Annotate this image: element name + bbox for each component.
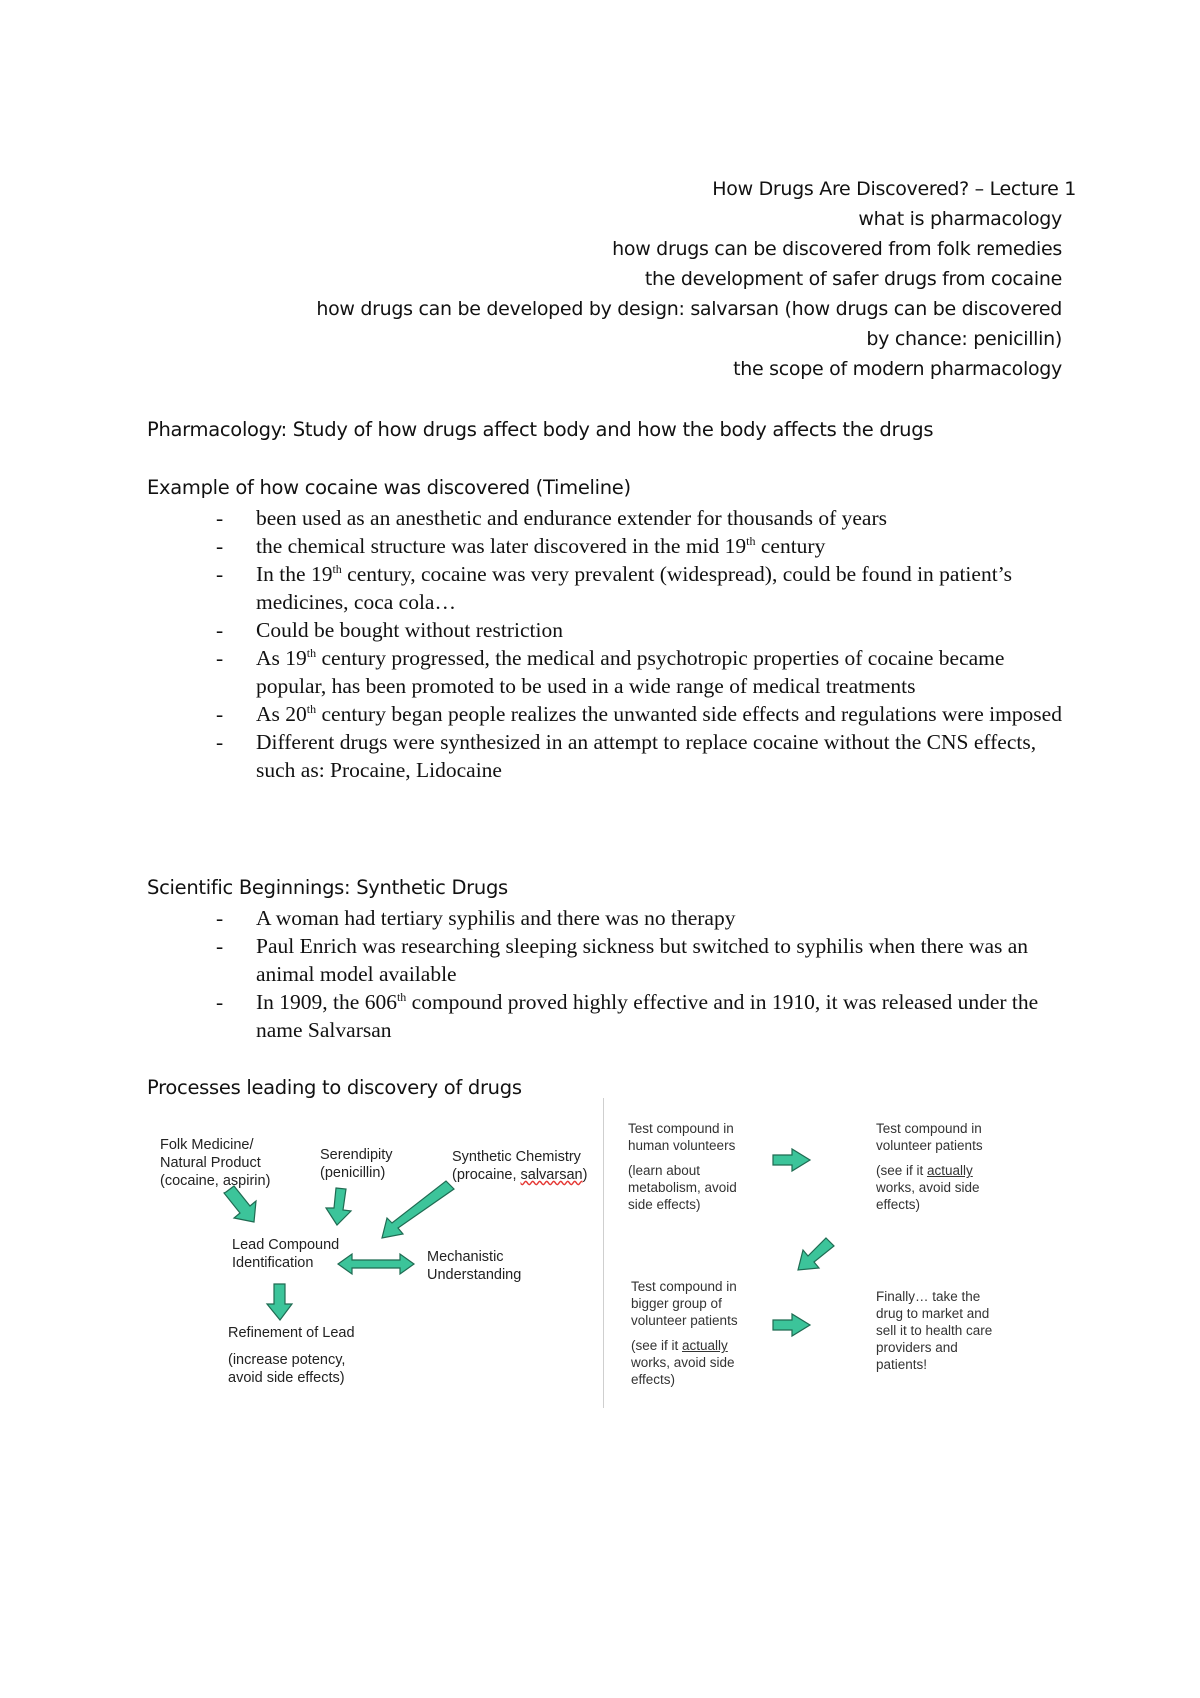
lead-compound-node: Lead Compound Identification bbox=[232, 1237, 340, 1271]
bullet-text: Could be bought without restriction bbox=[256, 618, 563, 642]
synthetic-chemistry-node: Synthetic Chemistry (procaine, salvarsan) bbox=[452, 1149, 588, 1183]
cocaine-heading: Example of how cocaine was discovered (Timeline) bbox=[147, 476, 631, 499]
arrow-right-icon bbox=[773, 1149, 810, 1171]
list-item: - In 1909, the 606th compound proved highly effective and in 1910, it was released under the name Salvarsan bbox=[216, 989, 1039, 1042]
topic-line: by chance: penicillin) bbox=[866, 328, 1062, 350]
list-item: - been used as an anesthetic and endurance extender for thousands of years bbox=[216, 506, 888, 530]
arrow-down-left-icon bbox=[382, 1181, 454, 1238]
bullet-text: In 1909, the 606th compound proved highly effective and in 1910, it was released under the name Salvarsan bbox=[256, 989, 1039, 1042]
step-bigger-group: Test compound in bigger group of volunteer patients (see if it actually works, avoid side effects) bbox=[631, 1279, 738, 1387]
list-item: - Paul Enrich was researching sleeping sickness but switched to syphilis when there was an animal model available bbox=[216, 934, 1029, 986]
drug-discovery-diagram bbox=[150, 1098, 1060, 1416]
step-market: Finally… take the drug to market and sell it to health care providers and patients! bbox=[876, 1289, 993, 1372]
topic-line: what is pharmacology bbox=[858, 208, 1062, 230]
bullet-text: A woman had tertiary syphilis and there was no therapy bbox=[256, 906, 736, 930]
synthetic-bullet-list bbox=[216, 904, 1066, 1044]
list-item: - Could be bought without restriction bbox=[216, 618, 563, 642]
list-item: - In the 19th century, cocaine was very prevalent (widespread), could be found in patient’s medicines, coca cola… bbox=[216, 561, 1013, 614]
topic-line: the development of safer drugs from cocaine bbox=[644, 268, 1062, 290]
list-item: - As 19th century progressed, the medical and psychotropic properties of cocaine became popular, has been promoted to be used in a wide range of medical treatments bbox=[216, 645, 1005, 698]
arrow-down-left-icon bbox=[798, 1238, 834, 1270]
lecture-header bbox=[150, 174, 1076, 384]
processes-heading: Processes leading to discovery of drugs bbox=[147, 1076, 522, 1099]
bullet-text: Paul Enrich was researching sleeping sickness but switched to syphilis when there was an animal model available bbox=[256, 934, 1029, 986]
arrow-down-icon bbox=[267, 1284, 292, 1320]
bullet-text: Different drugs were synthesized in an attempt to replace cocaine without the CNS effects, such as: Procaine, Lidocaine bbox=[256, 730, 1037, 782]
bullet-text: In the 19th century, cocaine was very prevalent (widespread), could be found in patient’s medicines, coca cola… bbox=[256, 561, 1013, 614]
list-item: - the chemical structure was later discovered in the mid 19th century bbox=[216, 533, 826, 558]
step-volunteer-patients: Test compound in volunteer patients (see if it actually works, avoid side effects) bbox=[876, 1121, 983, 1212]
serendipity-node: Serendipity (penicillin) bbox=[320, 1147, 393, 1181]
list-item: - As 20th century began people realizes the unwanted side effects and regulations were imposed bbox=[216, 701, 1062, 726]
diagram-divider bbox=[603, 1098, 604, 1408]
pharmacology-definition: Pharmacology: Study of how drugs affect body and how the body affects the drugs bbox=[147, 418, 934, 441]
double-arrow-icon bbox=[338, 1254, 414, 1274]
arrow-right-icon bbox=[773, 1314, 810, 1336]
arrow-down-right-icon bbox=[224, 1186, 256, 1222]
cocaine-bullet-list bbox=[216, 504, 1066, 784]
list-item: - A woman had tertiary syphilis and there was no therapy bbox=[216, 906, 736, 930]
lecture-title: How Drugs Are Discovered? – Lecture 1 bbox=[712, 178, 1076, 200]
bullet-text: been used as an anesthetic and endurance extender for thousands of years bbox=[256, 506, 888, 530]
bullet-text: the chemical structure was later discovered in the mid 19th century bbox=[256, 533, 826, 558]
bullet-text: As 20th century began people realizes the unwanted side effects and regulations were imposed bbox=[256, 701, 1062, 726]
synthetic-heading: Scientific Beginnings: Synthetic Drugs bbox=[147, 876, 508, 899]
step-human-volunteers: Test compound in human volunteers (learn about metabolism, avoid side effects) bbox=[628, 1121, 737, 1212]
refinement-node: Refinement of Lead (increase potency, avoid side effects) bbox=[228, 1325, 355, 1386]
bullet-text: As 19th century progressed, the medical and psychotropic properties of cocaine became popular, has been promoted to be used in a wide range of medical treatments bbox=[256, 645, 1005, 698]
arrow-down-icon bbox=[326, 1188, 351, 1225]
topic-line: how drugs can be developed by design: salvarsan (how drugs can be discovered bbox=[316, 298, 1062, 320]
topic-line: the scope of modern pharmacology bbox=[733, 358, 1062, 380]
folk-medicine-node: Folk Medicine/ Natural Product (cocaine, aspirin) bbox=[160, 1137, 271, 1189]
mechanistic-node: Mechanistic Understanding bbox=[427, 1249, 522, 1283]
topic-line: how drugs can be discovered from folk remedies bbox=[612, 238, 1062, 260]
list-item: - Different drugs were synthesized in an attempt to replace cocaine without the CNS effects, such as: Procaine, Lidocaine bbox=[216, 730, 1037, 782]
